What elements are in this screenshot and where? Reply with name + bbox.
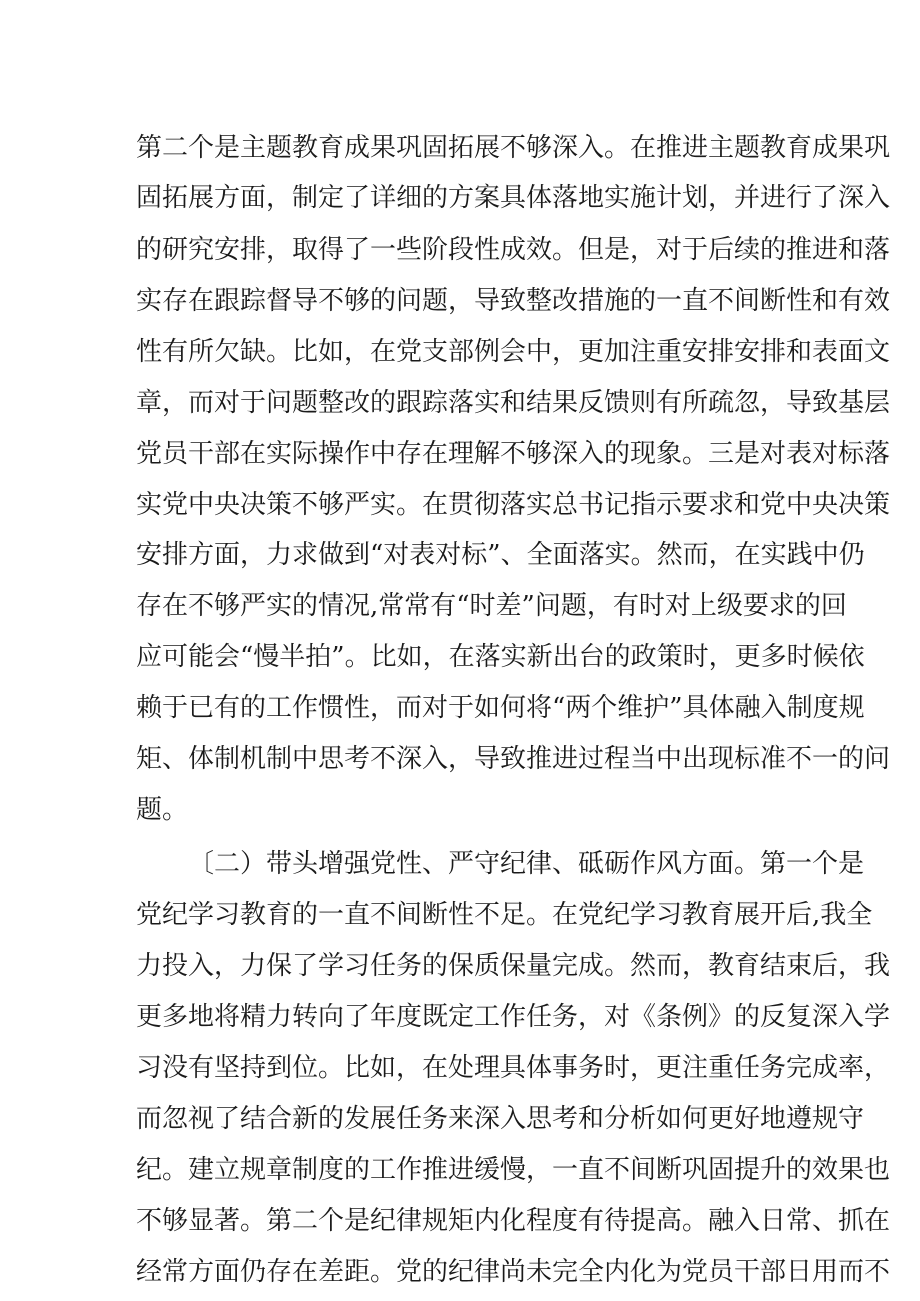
text-line: 矩、体制机制中思考不深入，导致推进过程当中出现标准不一的问 bbox=[136, 744, 891, 774]
text-line: 力投入，力保了学习任务的保质保量完成。然而，教育结束后，我 bbox=[136, 951, 891, 981]
text-line: 应可能会“慢半拍”。比如，在落实新出台的政策时，更多时候依 bbox=[136, 642, 865, 672]
text-line: 实存在跟踪督导不够的问题，导致整改措施的一直不间断性和有效 bbox=[136, 286, 891, 316]
text-line: 更多地将精力转向了年度既定工作任务，对《条例》的反复深入学 bbox=[136, 1002, 891, 1032]
text-line: 性有所欠缺。比如，在党支部例会中，更加注重安排安排和表面文 bbox=[136, 337, 891, 367]
text-line: 第二个是主题教育成果巩固拓展不够深入。在推进主题教育成果巩 bbox=[136, 133, 891, 163]
text-line: 党纪学习教育的一直不间断性不足。在党纪学习教育展开后,我全 bbox=[136, 900, 873, 930]
text-line: 安排方面，力求做到“对表对标”、全面落实。然而，在实践中仍 bbox=[136, 540, 865, 570]
text-line: 赖于已有的工作惯性，而对于如何将“两个维护”具体融入制度规 bbox=[136, 693, 865, 723]
text-line: 党员干部在实际操作中存在理解不够深入的现象。三是对表对标落 bbox=[136, 439, 891, 469]
text-line: 章，而对于问题整改的跟踪落实和结果反馈则有所疏忽，导致基层 bbox=[136, 388, 891, 418]
text-line: 的研究安排，取得了一些阶段性成效。但是，对于后续的推进和落 bbox=[136, 235, 891, 265]
text-line: 固拓展方面，制定了详细的方案具体落地实施计划，并进行了深入 bbox=[136, 183, 891, 213]
text-line: 题。 bbox=[136, 795, 189, 825]
text-line: 经常方面仍存在差距。党的纪律尚未完全内化为党员干部日用而不 bbox=[136, 1257, 891, 1287]
section-heading-line: 〔二）带头增强党性、严守纪律、砥砺作风方面。第一个是 bbox=[188, 849, 865, 879]
text-line: 而忽视了结合新的发展任务来深入思考和分析如何更好地遵规守 bbox=[136, 1104, 865, 1134]
text-line: 纪。建立规章制度的工作推进缓慢，一直不间断巩固提升的效果也 bbox=[136, 1155, 891, 1185]
text-line: 不够显著。第二个是纪律规矩内化程度有待提高。融入日常、抓在 bbox=[136, 1206, 891, 1236]
text-line: 实党中央决策不够严实。在贯彻落实总书记指示要求和党中央决策 bbox=[136, 490, 891, 520]
text-line: 存在不够严实的情况,常常有“时差”问题，有时对上级要求的回 bbox=[136, 591, 847, 621]
text-line: 习没有坚持到位。比如，在处理具体事务时，更注重任务完成率， bbox=[136, 1053, 891, 1083]
